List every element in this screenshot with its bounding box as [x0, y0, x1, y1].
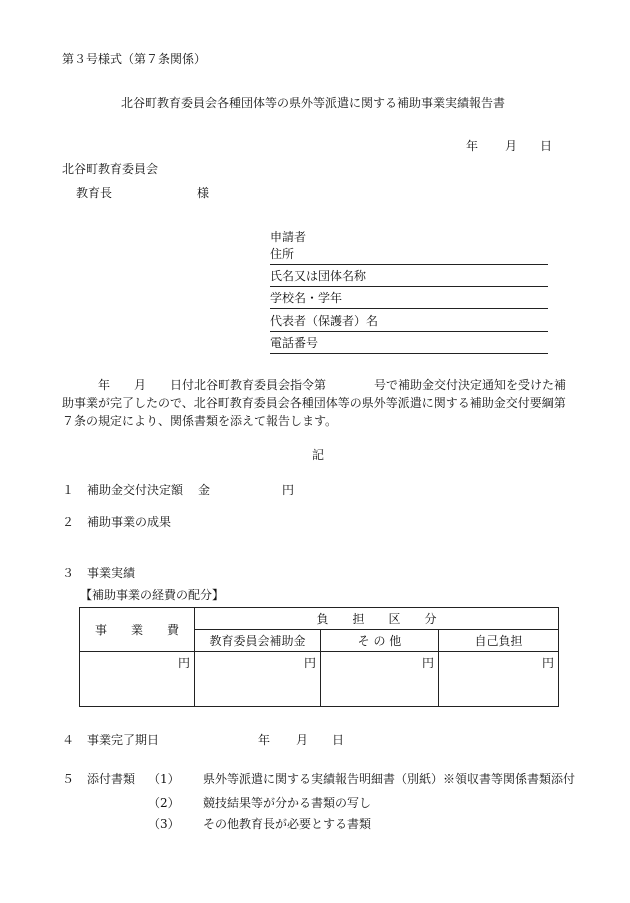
item-1-kin: 金: [198, 483, 211, 497]
item-4-day: 日: [332, 733, 345, 747]
other-cell[interactable]: [321, 652, 439, 707]
address-label: 住所: [270, 247, 295, 261]
name-label: 氏名又は団体名称: [270, 269, 367, 283]
addressee-honorific: 様: [197, 186, 210, 200]
header-project-cost: 事 業 費: [80, 608, 195, 652]
phone-label: 電話番号: [270, 336, 319, 350]
item-1-label: 補助金交付決定額: [87, 483, 184, 497]
representative-label: 代表者（保護者）名: [270, 314, 379, 328]
item-5-number: ５: [62, 772, 75, 786]
attachment-2-text: 競技結果等が分かる書類の写し: [203, 796, 372, 810]
attachment-2-number: （2）: [148, 796, 180, 810]
document-title: 北谷町教育委員会各種団体等の県外等派遣に関する補助事業実績報告書: [121, 96, 506, 110]
item-3-number: ３: [62, 566, 75, 580]
body-line-3: ７条の規定により、関係書類を添えて報告します。: [62, 414, 338, 428]
address-field[interactable]: [270, 246, 548, 265]
form-number: 第３号様式（第７条関係）: [62, 52, 207, 66]
board-subsidy-cell[interactable]: [195, 652, 321, 707]
date-year-label: 年: [466, 139, 479, 153]
item-5-label: 添付書類: [87, 772, 136, 786]
self-pay-cell[interactable]: [439, 652, 559, 707]
unit-label: 円: [303, 656, 316, 670]
representative-field[interactable]: [270, 313, 548, 332]
item-1-number: １: [62, 483, 75, 497]
phone-field[interactable]: [270, 335, 548, 354]
attachment-1-number: （1）: [148, 772, 180, 786]
item-2-label: 補助事業の成果: [87, 515, 172, 529]
addressee-org: 北谷町教育委員会: [62, 162, 159, 176]
date-month-label: 月: [505, 139, 518, 153]
body-line-2: 助事業が完了したので、北谷町教育委員会各種団体等の県外等派遣に関する補助金交付要綱第: [62, 396, 566, 410]
school-field[interactable]: [270, 290, 548, 309]
header-board-subsidy: 教育委員会補助金: [195, 630, 321, 652]
item-4-number: ４: [62, 733, 75, 747]
report-body: [62, 376, 574, 430]
ki-mark: 記: [312, 448, 325, 462]
school-label: 学校名・学年: [270, 291, 343, 305]
header-other: そ の 他: [321, 630, 439, 652]
addressee-role: 教育長: [76, 186, 113, 200]
cost-allocation-table: [79, 607, 559, 707]
applicant-heading: 申請者: [270, 230, 307, 244]
item-4-label: 事業完了期日: [87, 733, 160, 747]
item-2-number: ２: [62, 515, 75, 529]
unit-label: 円: [177, 656, 190, 670]
name-field[interactable]: [270, 268, 548, 287]
project-cost-cell[interactable]: [80, 652, 195, 707]
unit-label: 円: [421, 656, 434, 670]
date-day-label: 日: [540, 139, 553, 153]
attachment-3-number: （3）: [148, 817, 180, 831]
body-line-1: 年 月 日付北谷町教育委員会指令第 号で補助金交付決定通知を受けた補: [98, 378, 567, 392]
header-burden-category: 負 担 区 分: [195, 608, 559, 630]
item-3-label: 事業実績: [87, 566, 136, 580]
header-self-pay: 自己負担: [439, 630, 559, 652]
unit-label: 円: [542, 656, 555, 670]
item-4-month: 月: [296, 733, 309, 747]
item-4-year: 年: [258, 733, 271, 747]
attachment-1-text: 県外等派遣に関する実績報告明細書（別紙）※領収書等関係書類添付: [203, 772, 576, 786]
attachment-3-text: その他教育長が必要とする書類: [203, 817, 372, 831]
cost-allocation-heading: 【補助事業の経費の配分】: [80, 588, 225, 602]
item-1-yen: 円: [282, 483, 295, 497]
